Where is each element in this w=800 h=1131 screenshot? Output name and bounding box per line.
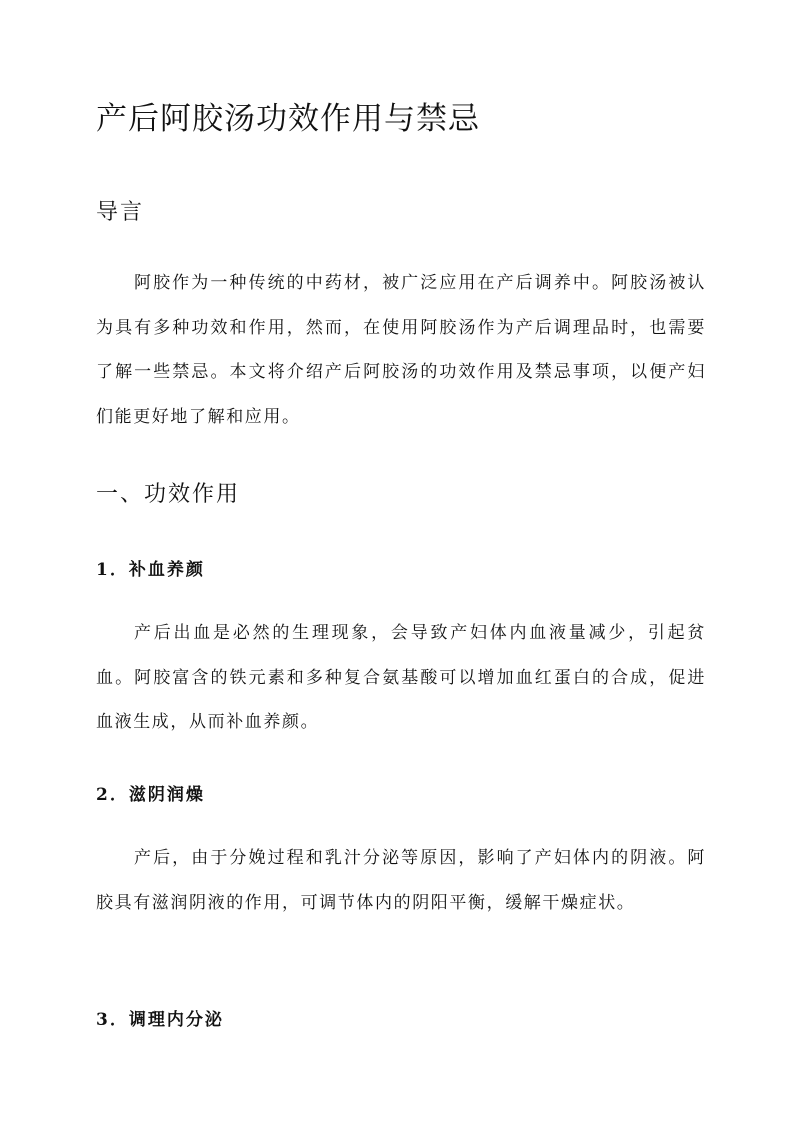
- intro-heading: 导言: [96, 200, 145, 225]
- item-1-heading: 1．补血养颜: [96, 560, 205, 580]
- item-2-paragraph: 产后，由于分娩过程和乳汁分泌等原因，影响了产妇体内的阴液。阿胶具有滋润阴液的作用，可调节体内的阴阳平衡，缓解干燥症状。: [96, 848, 706, 913]
- intro-paragraph: 阿胶作为一种传统的中药材，被广泛应用在产后调养中。阿胶汤被认为具有多种功效和作用，然而，在使用阿胶汤作为产后调理品时，也需要了解一些禁忌。本文将介绍产后阿胶汤的功效作用及禁忌事项，以便产妇们能更好地了解和应用。: [96, 273, 706, 427]
- item-2-heading: 2．滋阴润燥: [96, 785, 205, 805]
- item-1-paragraph: 产后出血是必然的生理现象，会导致产妇体内血液量减少，引起贫血。阿胶富含的铁元素和多种复合氨基酸可以增加血红蛋白的合成，促进血液生成，从而补血养颜。: [96, 623, 706, 732]
- section-1-heading: 一、功效作用: [96, 482, 241, 507]
- item-3-heading: 3．调理内分泌: [96, 1010, 224, 1030]
- document-title: 产后阿胶汤功效作用与禁忌: [96, 101, 480, 137]
